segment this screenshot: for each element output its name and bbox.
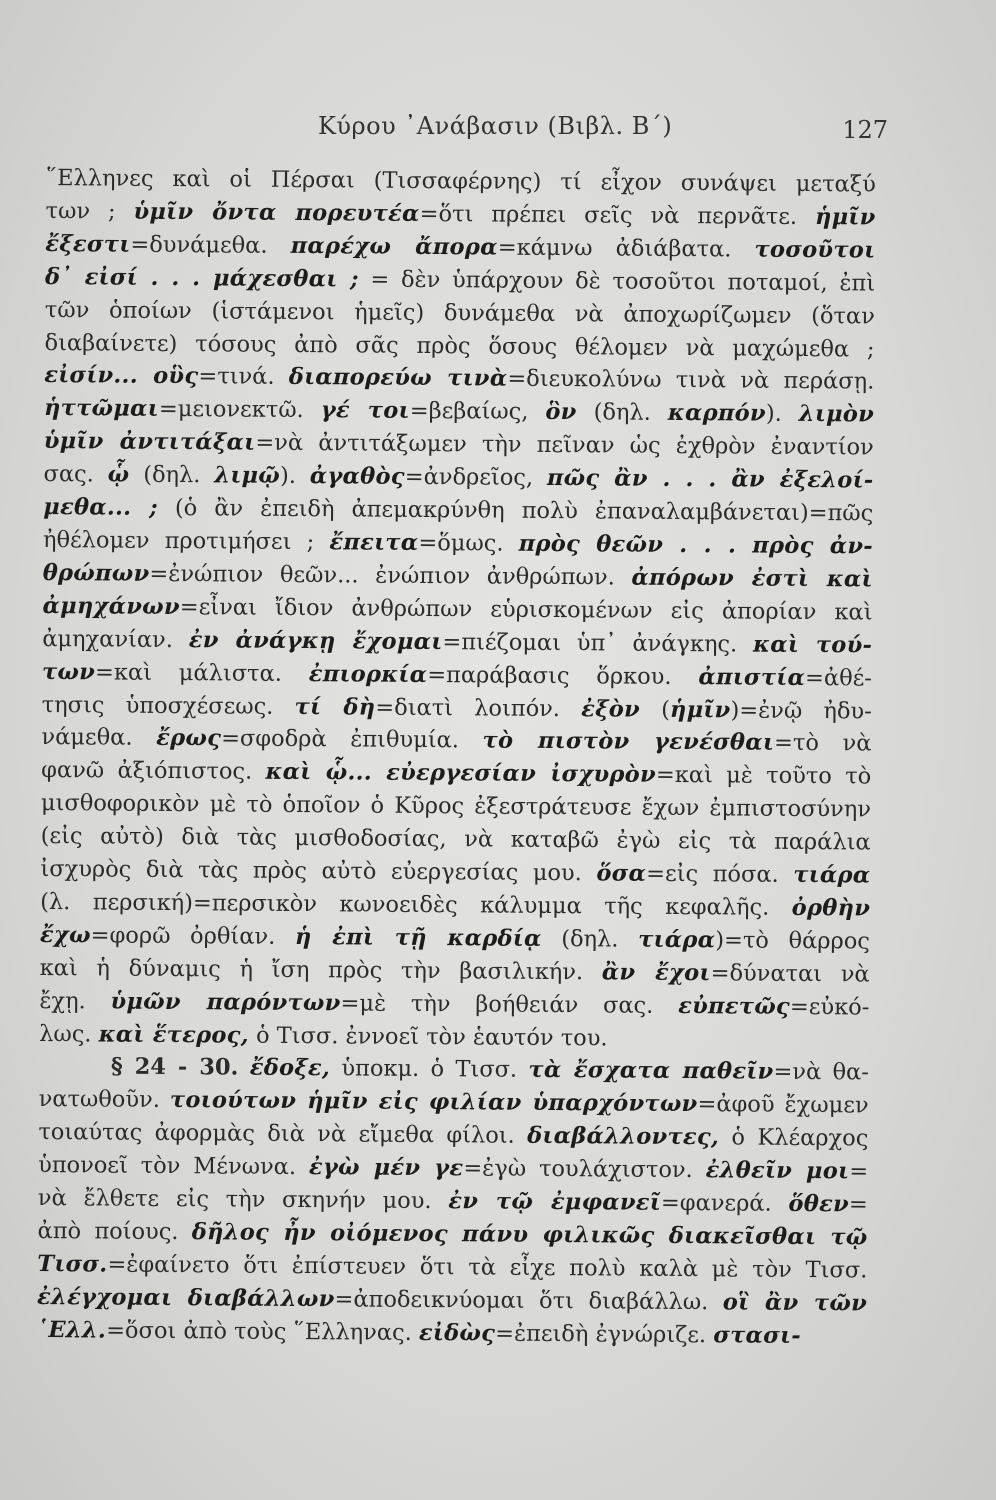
text-line: ἔχῃ. ὑμῶν παρόντων=μὲ τὴν βοήθειάν σας. εὐπετῶς=εὐκό- — [39, 987, 870, 1021]
text-line: δ᾿ εἰσί . . . μάχεσθαι ; = δὲν ὑπάρχουν δὲ τοσοῦτοι ποταμοί, ἐπὶ — [44, 263, 876, 297]
text-line: Τισσ.=ἐφαίνετο ὅτι ἐπίστευεν ὅτι τὰ εἶχε πολὺ καλὰ μὲ τὸν Τισσ. — [37, 1250, 868, 1284]
section-24-30-paragraph — [37, 1050, 869, 1353]
page-header — [0, 112, 996, 152]
text-line: ῾Ελλ.=ὅσοι ἀπὸ τοὺς ῞Ελληνας. εἰδὼς=ἐπειδὴ ἐγνώριζε. στασι- — [36, 1316, 802, 1349]
text-line: ἠθέλομεν προτιμήσει ; ἔπειτα=ὅμως. πρὸς θεῶν . . . πρὸς ἀν- — [42, 526, 874, 560]
text-line: ῞Ελληνες καὶ οἱ Πέρσαι (Τισσαφέρνης) τί εἶχον συνάψει μεταξύ — [45, 164, 876, 198]
text-line: ἀμηχάνων=εἶναι ἴδιον ἀνθρώπων εὑρισκομένων εἰς ἀπορίαν καὶ — [42, 592, 873, 626]
text-line: ἔξεστι=δυνάμεθα. παρέχω ἄπορα=κάμνω ἀδιάβατα. τοσοῦτοι — [45, 230, 876, 264]
text-line: φανῶ ἀξιόπιστος. καὶ ᾧ... εὐεργεσίαν ἰσχυρὸν=καὶ μὲ τοῦτο τὸ — [41, 757, 872, 790]
text-line: ἰσχυρὸς διὰ τὰς πρὸς αὐτὸ εὐεργεσίας μου. ὅσα=εἰς πόσα. τιάρα — [40, 856, 871, 889]
text-line: καὶ ἡ δύναμις ἡ ἴση πρὸς τὴν βασιλικήν. ἂν ἔχοι=δύναται νὰ — [39, 954, 870, 988]
text-line: μισθοφορικὸν μὲ τὸ ὁποῖον ὁ Κῦρος ἐξεστράτευσε ἔχων ἐμπιστοσύνην — [40, 790, 872, 823]
commentary-paragraph — [39, 162, 876, 1057]
text-line: εἰσίν... οὓς=τινά. διαπορεύω τινὰ=διευκολύνω τινὰ νὰ περάσῃ. — [44, 362, 875, 395]
text-line: των ; ὑμῖν ὄντα πορευτέα=ὅτι πρέπει σεῖς νὰ περνᾶτε. ἡμῖν — [45, 197, 876, 231]
text-line: ὑμῖν ἀντιτάξαι=νὰ ἀντιτάξωμεν τὴν πεῖναν ὡς ἐχθρὸν ἐναντίον — [43, 428, 874, 461]
text-line: § 24 - 30. ἔδοξε, ὑποκμ. ὁ Τισσ. τὰ ἔσχατα παθεῖν=νὰ θα- — [110, 1054, 869, 1086]
text-line: νάμεθα. ἔρως=σφοδρὰ ἐπιθυμία. τὸ πιστὸν γενέσθαι=τὸ νὰ — [41, 724, 872, 757]
text-line: ἀπὸ ποίους. δῆλος ἦν οἰόμενος πάνυ φιλικῶς διακεῖσθαι τῷ — [37, 1217, 868, 1251]
text-line: τῶν ὁποίων (ἱστάμενοι ἡμεῖς) δυνάμεθα νὰ ἀποχωρίζωμεν (ὅταν — [44, 296, 875, 330]
text-line: (λ. περσική)=περσικὸν κωνοειδὲς κάλυμμα τῆς κεφαλῆς. ὀρθὴν — [40, 888, 871, 922]
page-number: 127 — [842, 116, 888, 144]
running-title: Κύρου ᾿Ανάβασιν (Βιβλ. Β΄) — [318, 112, 673, 140]
text-line: των=καὶ μάλιστα. ἐπιορκία=παράβασις ὅρκου. ἀπιστία=ἀθέ- — [41, 658, 873, 692]
text-line: λως. καὶ ἕτερος, ὁ Τισσ. ἐννοεῖ τὸν ἑαυτόν του. — [39, 1020, 608, 1051]
text-line: ἀμηχανίαν. ἐν ἀνάγκῃ ἔχομαι=πιέζομαι ὑπ᾿ ἀνάγκης. καὶ τού- — [42, 625, 873, 659]
text-line: μεθα... ; (ὁ ἂν ἐπειδὴ ἀπεμακρύνθη πολὺ ἐπαναλαμβάνεται)=πῶς — [43, 494, 874, 527]
text-line: τοιαύτας ἀφορμὰς διὰ νὰ εἴμεθα φίλοι. διαβάλλοντες, ὁ Κλέαρχος — [38, 1119, 869, 1152]
commentary-text — [37, 162, 876, 1353]
text-line: θρώπων=ἐνώπιον θεῶν... ἐνώπιον ἀνθρώπων. ἀπόρων ἐστὶ καὶ — [42, 559, 873, 593]
text-line: διαβαίνετε) τόσους ἀπὸ σᾶς πρὸς ὅσους θέλομεν νὰ μαχώμεθα ; — [44, 329, 875, 363]
text-line: ὑπονοεῖ τὸν Μένωνα. ἐγὼ μέν γε=ἐγὼ τουλάχιστον. ἐλθεῖν μοι= — [38, 1152, 869, 1185]
text-line: ἡττῶμαι=μειονεκτῶ. γέ τοι=βεβαίως, ὃν (δηλ. καρπόν). λιμὸν — [43, 395, 875, 428]
text-line: ἐλέγχομαι διαβάλλων=ἀποδεικνύομαι ὅτι διαβάλλω. οἳ ἂν τῶν — [36, 1283, 868, 1317]
text-line: νατωθοῦν. τοιούτων ἡμῖν εἰς φιλίαν ὑπαρχόντων=ἀφοῦ ἔχωμεν — [38, 1086, 869, 1119]
text-line: (εἰς αὐτὸ) διὰ τὰς μισθοδοσίας, νὰ καταβῶ ἐγὼ εἰς τὰ παράλια — [40, 823, 871, 856]
text-line: ἔχω=φορῶ ὀρθίαν. ἡ ἐπὶ τῇ καρδίᾳ (δηλ. τιάρα)=τὸ θάρρος — [39, 921, 871, 955]
text-line: σας. ᾧ (δηλ. λιμῷ). ἀγαθὸς=ἀνδρεῖος, πῶς ἂν . . . ἂν ἐξελοί- — [43, 461, 874, 494]
text-line: νὰ ἔλθετε εἰς τὴν σκηνήν μου. ἐν τῷ ἐμφανεῖ=φανερά. ὅθεν= — [37, 1185, 868, 1218]
text-line: τησις ὑποσχέσεως. τί δὴ=διατὶ λοιπόν. ἐξὸν (ἡμῖν)=ἐνῷ ἠδυ- — [41, 691, 872, 725]
